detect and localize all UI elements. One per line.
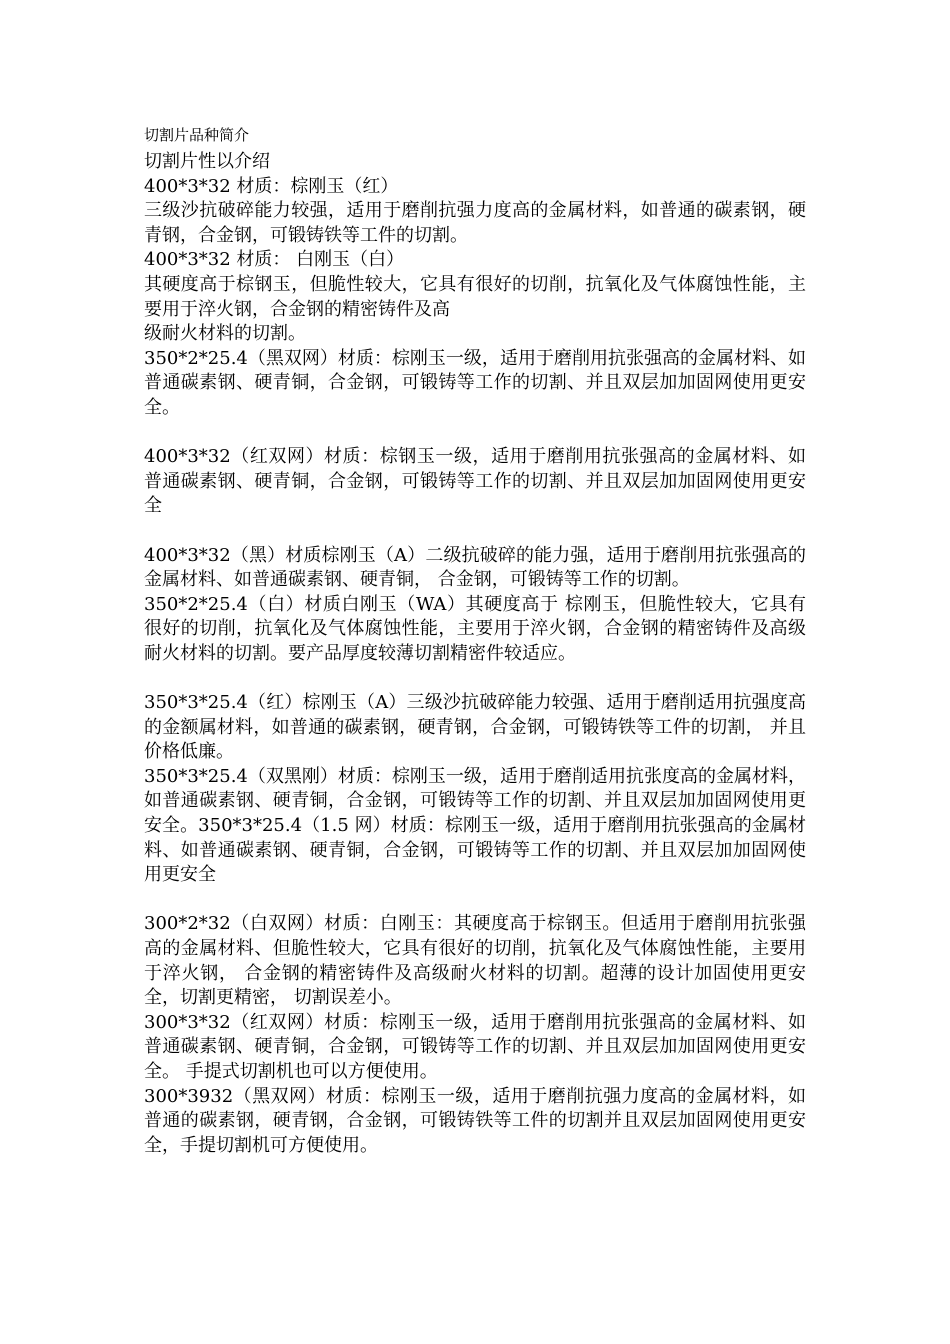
paragraph: 400*3*32 材质： 白刚玉（白） [144, 249, 405, 271]
paragraph-list [144, 150, 806, 1158]
paragraph: 其硬度高于棕钢玉，但脆性较大，它具有很好的切削，抗氧化及气体腐蚀性能，主要用于淬火钢，合金钢的精密铸件及高 [144, 273, 806, 320]
paragraph: 350*3*25.4（红）棕刚玉（A）三级沙抗破碎能力较强、适用于磨削适用抗强度高的金额属材料，如普通的碳素钢，硬青钢，合金钢，可锻铸铁等工件的切割， 并且价格低廉。 [144, 692, 806, 763]
paragraph: 三级沙抗破碎能力较强，适用于磨削抗强力度高的金属材料，如普通的碳素钢，硬青钢，合金钢，可锻铸铁等工件的切割。 [144, 200, 806, 246]
paragraph: 300*3*32（红双网）材质：棕刚玉一级，适用于磨削用抗张强高的金属材料、如普通碳素钢、硬青铜，合金钢，可锻铸等工作的切割、并且双层加加固网使用更安全。 手提式切割机也可以方便使用。 [144, 1011, 806, 1082]
paragraph: 350*3*25.4（双黑刚）材质：棕刚玉一级，适用于磨削适用抗张度高的金属材料，如普通碳素钢、硬青铜，合金钢，可锻铸等工作的切割、并且双层加加固网使用更安全。350*3*25.4（1.5 网）材质：棕刚玉一级，适用于磨削用抗张强高的金属材料、如普通碳素钢、硬青铜，合金钢，可锻铸等工作的切割、并且双层加加固网使用更安全 [144, 765, 806, 886]
paragraph: 400*3*32（黑）材质棕刚玉（A）二级抗破碎的能力强，适用于磨削用抗张强高的金属材料、如普通碳素钢、硬青铜， 合金钢，可锻铸等工作的切割。 [144, 544, 806, 591]
paragraph-gap [144, 888, 806, 913]
paragraph: 350*2*25.4（黑双网）材质：棕刚玉一级，适用于磨削用抗张强高的金属材料、如普通碳素钢、硬青铜，合金钢，可锻铸等工作的切割、并且双层加加固网使用更安全。 [144, 347, 806, 418]
paragraph: 400*3*32 材质：棕刚玉（红） [144, 175, 399, 197]
paragraph-gap [144, 421, 806, 446]
paragraph: 400*3*32（红双网）材质：棕钢玉一级，适用于磨削用抗张强高的金属材料、如普通碳素钢、硬青铜，合金钢，可锻铸等工作的切割、并且双层加加固网使用更安全 [144, 446, 806, 517]
paragraph-gap [144, 666, 806, 691]
paragraph: 切割片性以介绍 [144, 151, 270, 172]
paragraph: 300*2*32（白双网）材质：白刚玉：其硬度高于棕钢玉。但适用于磨削用抗张强高的金属材料、但脆性较大，它具有很好的切削，抗氧化及气体腐蚀性能，主要用于淬火钢， 合金钢的精密铸件及高级耐火材料的切割。超薄的设计加固使用更安全，切割更精密， 切割误差小。 [144, 913, 806, 1009]
paragraph: 级耐火材料的切割。 [144, 323, 306, 345]
document-title: 切割片品种简介 [144, 126, 250, 144]
document-body [144, 124, 806, 1158]
paragraph: 300*3932（黑双网）材质：棕刚玉一级，适用于磨削抗强力度高的金属材料，如普通的碳素钢，硬青钢，合金钢，可锻铸铁等工件的切割并且双层加固网使用更安全，手提切割机可方便使用。 [144, 1085, 806, 1156]
paragraph: 350*2*25.4（白）材质白刚玉（WA）其硬度高于 棕刚玉，但脆性较大，它具有很好的切削，抗氧化及气体腐蚀性能，主要用于淬火钢，合金钢的精密铸件及高级耐火材料的切割。要产品厚度较薄切割精密件较适应。 [144, 593, 806, 664]
paragraph-gap [144, 519, 806, 544]
